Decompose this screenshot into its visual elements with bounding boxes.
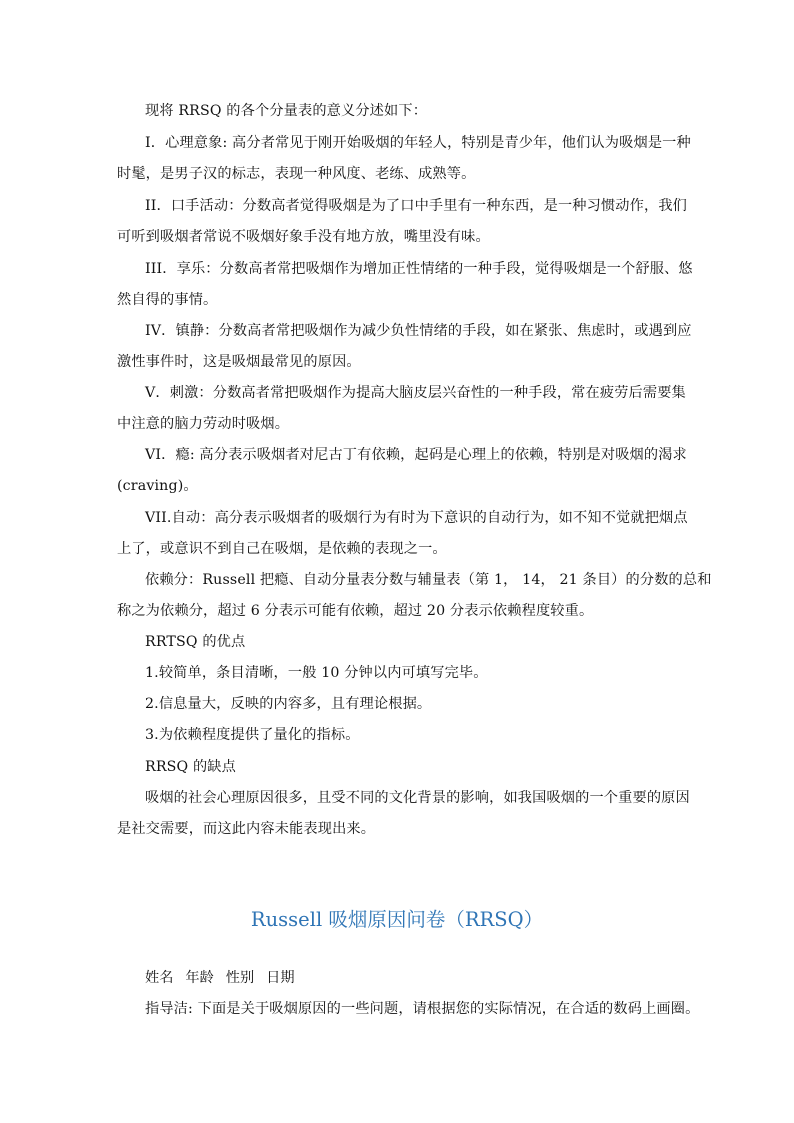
advantages-heading: RRTSQ 的优点 [145, 634, 246, 650]
scale-3-line-2: 然自得的事情。 [117, 292, 218, 308]
scale-2-line-1: II．口手活动：分数高者觉得吸烟是为了口中手里有一种东西，是一种习惯动作，我们 [145, 198, 687, 214]
scale-1-line-1: I．心理意象: 高分者常见于刚开始吸烟的年轻人，特别是青少年，他们认为吸烟是一种 [145, 135, 691, 151]
field-gender-label: 性别 [225, 970, 255, 986]
disadvantages-heading: RRSQ 的缺点 [145, 759, 236, 775]
disadvantage-line-2: 是社交需要，而这此内容未能表现出来。 [117, 821, 376, 837]
scale-7-line-1: VII.自动：高分表示吸烟者的吸烟行为有时为下意识的自动行为，如不知不觉就把烟点 [145, 510, 688, 526]
questionnaire-title: Russell 吸烟原因问卷（RRSQ） [250, 908, 544, 931]
field-date-label: 日期 [266, 970, 295, 986]
scale-2-line-2: 可听到吸烟者常说不吸烟好象手没有地方放，嘴里没有味。 [117, 229, 490, 245]
dependence-line-2: 称之为依赖分，超过 6 分表示可能有依赖，超过 20 分表示依赖程度较重。 [117, 603, 594, 619]
scale-3-line-1: III．享乐：分数高者常把吸烟作为增加正性情绪的一种手段，觉得吸烟是一个舒服、悠 [145, 261, 693, 277]
scale-1-line-2: 时髦，是男子汉的标志，表现一种风度、老练、成熟等。 [117, 166, 476, 182]
advantage-item-1: 1.较简单，条目清晰，一般 10 分钟以内可填写完毕。 [145, 665, 488, 681]
disadvantage-line-1: 吸烟的社会心理原因很多，且受不同的文化背景的影响，如我国吸烟的一个重要的原因 [145, 790, 690, 806]
scale-5-line-1: V．刺激：分数高者常把吸烟作为提高大脑皮层兴奋性的一种手段，常在疲劳后需要集 [145, 385, 686, 401]
scale-4-line-1: IV．镇静：分数高者常把吸烟作为减少负性情绪的手段，如在紧张、焦虑时，或遇到应 [145, 323, 692, 339]
scale-7-line-2: 上了，或意识不到自己在吸烟，是依赖的表现之一。 [117, 541, 447, 557]
field-name-label: 姓名 [145, 970, 174, 986]
form-fields-row [145, 966, 307, 990]
scale-6-line-1: VI．瘾: 高分表示吸烟者对尼古丁有依赖，起码是心理上的依赖，特别是对吸烟的渴求 [145, 447, 687, 463]
instruction-text: 指导洁: 下面是关于吸烟原因的一些问题，请根据您的实际情况，在合适的数码上画圈。 [145, 1001, 700, 1017]
scale-5-line-2: 中注意的脑力劳动时吸烟。 [117, 416, 290, 432]
dependence-line-1: 依赖分：Russell 把瘾、自动分量表分数与辅量表（第 1， 14， 21 条目）的分数的总和 [145, 572, 712, 588]
field-age-label: 年龄 [185, 970, 214, 986]
intro-text: 现将 RRSQ 的各个分量表的意义分述如下： [145, 103, 428, 119]
scale-4-line-2: 激性事件时，这是吸烟最常见的原因。 [117, 354, 361, 370]
advantage-item-3: 3.为依赖程度提供了量化的指标。 [145, 727, 360, 743]
scale-6-line-2: (craving)。 [117, 478, 198, 494]
advantage-item-2: 2.信息量大，反映的内容多，且有理论根据。 [145, 696, 432, 712]
